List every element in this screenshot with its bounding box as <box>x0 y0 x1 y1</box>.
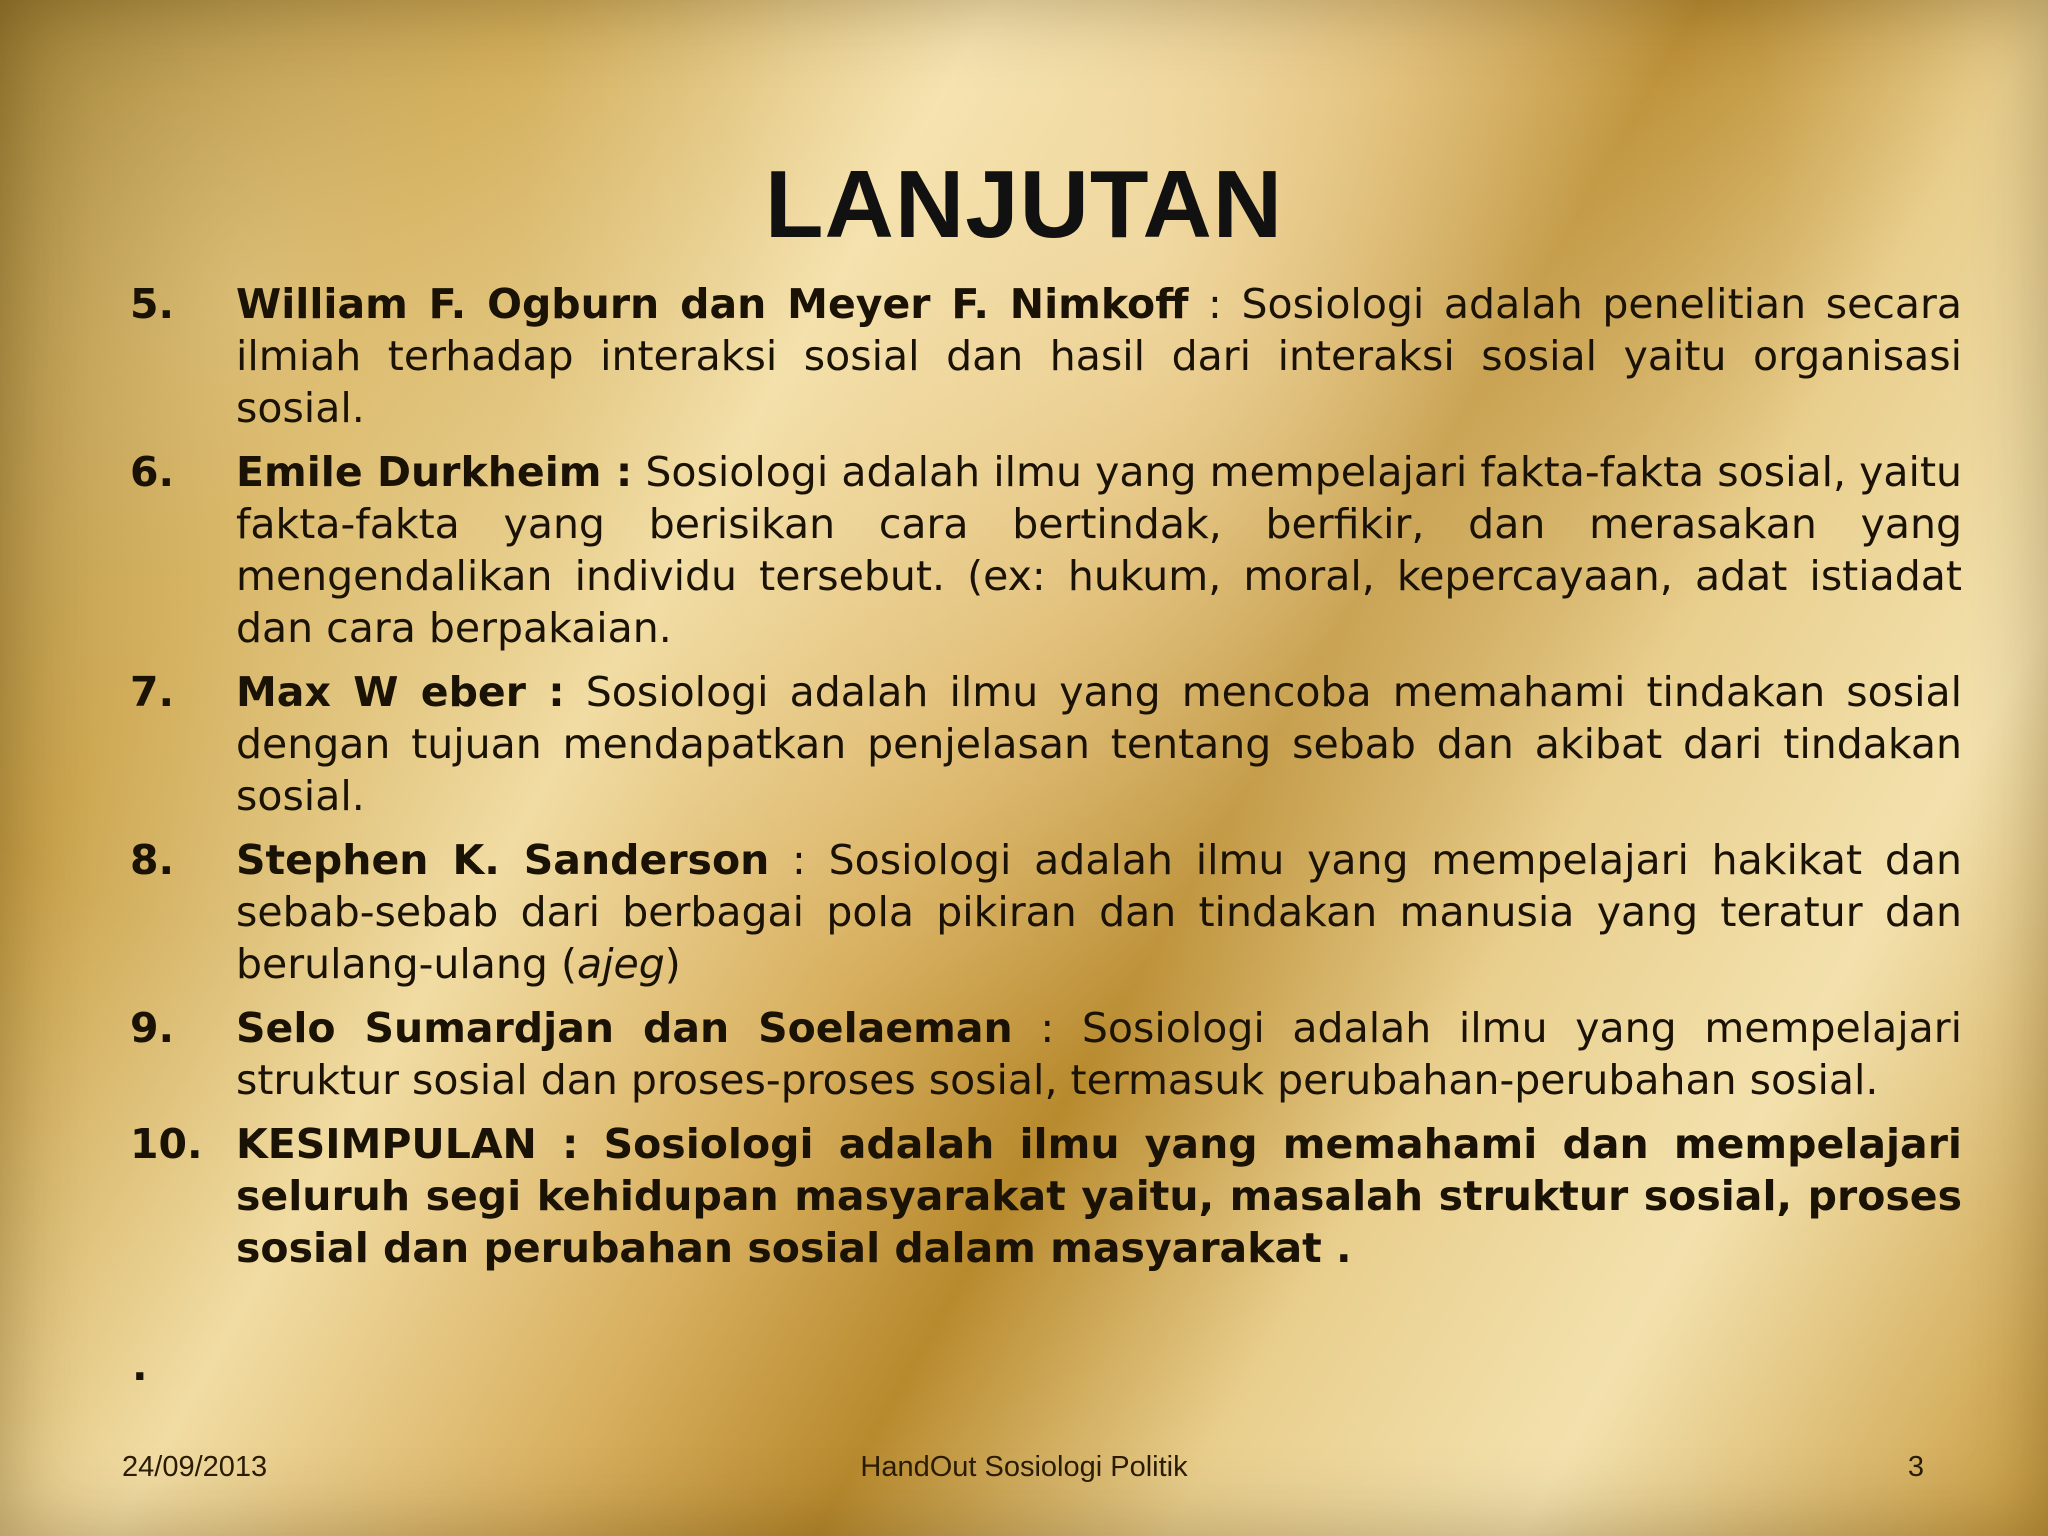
author-name: Emile Durkheim : <box>236 448 633 496</box>
item-number: 10. <box>130 1120 203 1168</box>
list-item <box>130 278 1962 434</box>
item-number: 9. <box>130 1004 175 1052</box>
author-name: Selo Sumardjan dan Soelaeman <box>236 1004 1013 1052</box>
conclusion-item <box>130 1118 1962 1274</box>
footer-date: 24/09/2013 <box>122 1451 268 1483</box>
italic-term: ajeg <box>576 940 665 988</box>
item-text <box>236 1002 1962 1106</box>
list-item <box>130 666 1962 822</box>
definition-list <box>130 278 1962 1286</box>
item-number: 8. <box>130 836 175 884</box>
item-text <box>236 446 1962 654</box>
definition-text: : Sosiologi adalah ilmu yang mempelajari hakikat dan sebab-sebab dari berbagai pola pikiran dan tindakan manusia yang teratur dan berulang-ulang ( <box>236 836 1963 988</box>
definition-text: : Sosiologi adalah penelitian secara ilmiah terhadap interaksi sosial dan hasil dari interaksi sosial yaitu organisasi sosial. <box>236 280 1962 432</box>
trailing-bullet: . <box>132 1342 148 1390</box>
list-item <box>130 1002 1962 1106</box>
item-number: 7. <box>130 668 175 716</box>
item-number: 5. <box>130 280 175 328</box>
author-name: Stephen K. Sanderson <box>236 836 770 884</box>
definition-text: Sosiologi adalah ilmu yang mencoba memahami tindakan sosial dengan tujuan mendapatkan penjelasan tentang sebab dan akibat dari tindakan sosial. <box>236 668 1962 820</box>
item-number: 6. <box>130 448 175 496</box>
definition-text-end: ) <box>664 940 681 988</box>
author-name: William F. Ogburn dan Meyer F. Nimkoff <box>236 280 1189 328</box>
footer-title: HandOut Sosiologi Politik <box>860 1451 1188 1483</box>
item-text <box>236 666 1962 822</box>
definition-text: Sosiologi adalah ilmu yang mempelajari fakta-fakta sosial, yaitu fakta-fakta yang berisikan cara bertindak, berfikir, dan merasakan yang mengendalikan individu tersebut. (ex: hukum, moral, kepercayaan, adat istiadat dan cara berpakaian. <box>236 448 1962 652</box>
page-number: 3 <box>1907 1451 1924 1483</box>
slide-title: LANJUTAN <box>764 151 1284 258</box>
conclusion-text: KESIMPULAN : Sosiologi adalah ilmu yang memahami dan mempelajari seluruh segi kehidupan masyarakat yaitu, masalah struktur sosial, proses sosial dan perubahan sosial dalam masyarakat . <box>236 1120 1962 1272</box>
list-item <box>130 834 1962 990</box>
author-name: Max W eber : <box>236 668 565 716</box>
item-text <box>236 834 1962 990</box>
item-text <box>236 278 1962 434</box>
list-item <box>130 446 1962 654</box>
definition-text: : Sosiologi adalah ilmu yang mempelajari struktur sosial dan proses-proses sosial, termasuk perubahan-perubahan sosial. <box>236 1004 1962 1104</box>
